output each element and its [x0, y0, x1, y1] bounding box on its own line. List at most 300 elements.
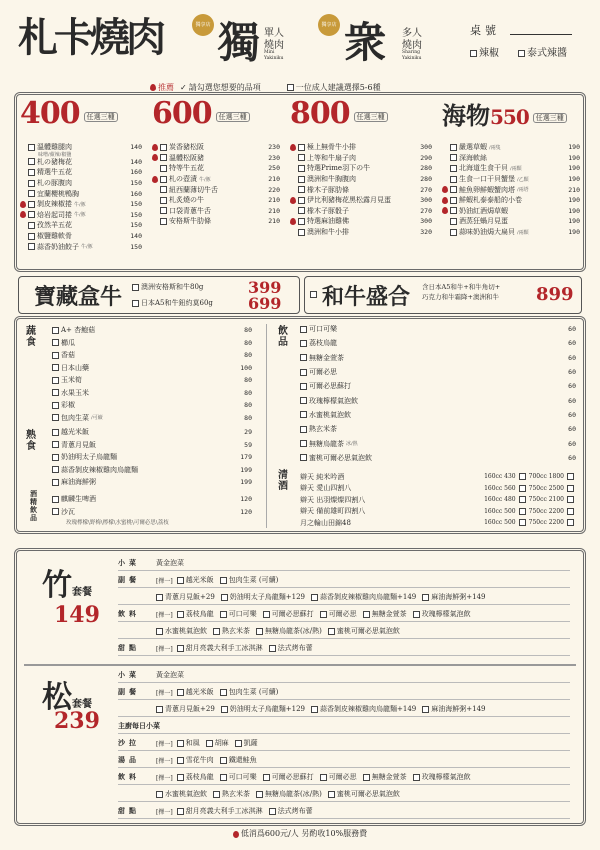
set-option[interactable] [221, 704, 305, 714]
set-option[interactable] [177, 643, 263, 653]
option-checkbox[interactable] [156, 628, 163, 635]
menu-item[interactable] [152, 153, 280, 164]
menu-item[interactable] [442, 206, 580, 217]
option-checkbox[interactable] [256, 791, 263, 798]
set-option[interactable] [221, 592, 305, 602]
option-checkbox[interactable] [220, 611, 227, 618]
option-checkbox[interactable] [177, 645, 184, 652]
option-checkbox[interactable] [213, 791, 220, 798]
menu-item[interactable] [300, 322, 576, 336]
item-name: 橡木子豚肋條 [307, 185, 349, 194]
option-checkbox[interactable] [363, 774, 370, 781]
item-checkbox[interactable] [160, 176, 167, 183]
menu-item[interactable] [52, 349, 252, 362]
set-row [118, 753, 570, 767]
item-checkbox[interactable] [298, 144, 305, 151]
set-option[interactable] [320, 772, 357, 782]
item-checkbox[interactable] [300, 369, 307, 376]
set-option[interactable] [328, 626, 400, 636]
item-price: 220 [268, 185, 280, 194]
option-checkbox[interactable] [328, 791, 335, 798]
item-checkbox[interactable] [298, 176, 305, 183]
item-checkbox[interactable] [160, 186, 167, 193]
set-option[interactable] [413, 772, 471, 782]
set-option[interactable] [263, 609, 314, 619]
set-option[interactable] [320, 609, 357, 619]
treasure-option-2[interactable]: 日本A5和牛鈕約莫60g [132, 298, 213, 308]
menu-item[interactable] [20, 231, 142, 242]
option-checkbox[interactable] [422, 594, 429, 601]
sake-price-160: 160cc 430 [484, 473, 516, 481]
item-checkbox[interactable] [28, 233, 35, 240]
option-checkbox[interactable] [413, 611, 420, 618]
menu-item[interactable] [152, 216, 280, 227]
set-option[interactable] [156, 789, 207, 799]
option-thai-sauce[interactable]: 泰式辣醬 [518, 44, 567, 59]
option-checkbox[interactable] [311, 594, 318, 601]
item-price: 60 [568, 382, 576, 391]
item-checkbox[interactable] [28, 201, 35, 208]
sharing-big-char: 衆 [344, 18, 387, 67]
menu-item[interactable] [442, 195, 580, 206]
menu-item[interactable] [300, 422, 576, 436]
sake-item[interactable] [300, 494, 576, 506]
bamboo-set-price: 149 [54, 602, 100, 628]
set-option[interactable] [177, 806, 263, 816]
option-checkbox[interactable] [413, 774, 420, 781]
menu-item[interactable] [52, 324, 252, 337]
tier-tag: 任選三種 [216, 112, 250, 122]
menu-item[interactable] [152, 206, 280, 217]
item-checkbox[interactable] [450, 229, 457, 236]
option-checkbox[interactable] [311, 706, 318, 713]
item-checkbox[interactable] [300, 411, 307, 418]
treasure-option-1[interactable]: 澳洲安格斯和牛80g [132, 282, 203, 292]
item-name: 麒麟生啤酒 [61, 495, 96, 504]
option-checkbox[interactable] [156, 706, 163, 713]
item-checkbox[interactable] [160, 154, 167, 161]
menu-item[interactable] [442, 163, 580, 174]
item-checkbox[interactable] [28, 211, 35, 218]
set-option[interactable] [220, 755, 257, 765]
choose-one: [擇一] [156, 757, 173, 765]
menu-item[interactable] [442, 216, 580, 227]
item-price: 320 [420, 228, 432, 237]
sake-item[interactable] [300, 483, 576, 495]
table-no-field[interactable] [510, 34, 572, 35]
option-label: 甜月亮義大利手工冰淇淋 [185, 644, 263, 652]
option-checkbox[interactable] [177, 611, 184, 618]
menu-item[interactable] [52, 476, 252, 489]
set-row-line [118, 587, 570, 588]
item-checkbox[interactable] [52, 327, 59, 334]
item-price: 210 [568, 185, 580, 194]
menu-item[interactable] [52, 493, 252, 506]
menu-item[interactable] [442, 227, 580, 238]
option-checkbox[interactable] [206, 740, 213, 747]
set-option[interactable] [311, 704, 416, 714]
set-row [118, 804, 570, 818]
item-checkbox[interactable] [300, 383, 307, 390]
menu-item[interactable] [52, 451, 252, 464]
sake-checkbox-160[interactable] [519, 519, 526, 526]
set-option[interactable] [177, 687, 214, 697]
set-option[interactable] [156, 670, 184, 680]
item-name: 精選牛五花 [37, 168, 72, 177]
item-checkbox[interactable] [298, 207, 305, 214]
menu-item[interactable] [152, 195, 280, 206]
option-checkbox[interactable] [177, 689, 184, 696]
option-checkbox[interactable] [422, 706, 429, 713]
item-name: 無糖金萱茶 [309, 353, 344, 362]
menu-item[interactable] [20, 157, 142, 168]
set-option[interactable] [206, 738, 229, 748]
sake-item[interactable] [300, 506, 576, 518]
item-checkbox[interactable] [298, 229, 305, 236]
item-checkbox[interactable] [52, 466, 59, 473]
menu-item[interactable] [290, 174, 432, 185]
item-checkbox[interactable] [300, 340, 307, 347]
sake-checkbox-750[interactable] [567, 519, 574, 526]
item-note: 牛/豚 [81, 244, 93, 251]
item-checkbox[interactable] [52, 414, 59, 421]
menu-item[interactable] [20, 210, 142, 221]
set-option[interactable] [156, 704, 215, 714]
flame-icon [442, 197, 448, 204]
option-label: 可爾必思蘇打 [271, 773, 314, 781]
set-option[interactable] [256, 789, 322, 799]
option-label: 玫瑰檸檬氣泡飲 [421, 610, 471, 618]
menu-item[interactable] [442, 184, 580, 195]
option-chili[interactable]: 辣椒 [470, 44, 499, 59]
set-option[interactable] [177, 609, 214, 619]
menu-item[interactable] [52, 387, 252, 400]
option-checkbox[interactable] [263, 611, 270, 618]
set-option[interactable] [363, 772, 407, 782]
item-checkbox[interactable] [450, 197, 457, 204]
menu-item[interactable] [442, 174, 580, 185]
tier-header [20, 96, 142, 136]
set-option[interactable] [256, 626, 322, 636]
item-price: 140 [130, 232, 142, 241]
menu-item[interactable] [290, 163, 432, 174]
set-option[interactable] [177, 755, 214, 765]
option-checkbox[interactable] [220, 689, 227, 696]
menu-item[interactable] [300, 408, 576, 422]
menu-item[interactable] [300, 436, 576, 450]
item-checkbox[interactable] [298, 186, 305, 193]
item-sub: 味噌/蘋辣/椒鹽 [38, 151, 72, 158]
option-checkbox[interactable] [177, 740, 184, 747]
sake-checkbox-160[interactable] [519, 496, 526, 503]
option-checkbox[interactable] [269, 808, 276, 815]
menu-item[interactable] [52, 506, 252, 519]
menu-item[interactable] [20, 199, 142, 210]
option-checkbox[interactable] [177, 808, 184, 815]
item-price: 150 [130, 242, 142, 251]
item-price: 190 [568, 143, 580, 152]
item-checkbox[interactable] [28, 180, 35, 187]
set-option[interactable] [177, 738, 200, 748]
menu-item[interactable] [442, 142, 580, 153]
sake-checkbox-750[interactable] [567, 496, 574, 503]
set-row [118, 573, 570, 587]
sake-checkbox-160[interactable] [519, 473, 526, 480]
menu-item[interactable] [152, 142, 280, 153]
item-checkbox[interactable] [28, 222, 35, 229]
item-checkbox[interactable] [52, 508, 59, 515]
flame-icon [290, 197, 296, 204]
tier-price: 800 [290, 96, 350, 131]
set-option[interactable] [220, 609, 257, 619]
menu-item[interactable] [52, 337, 252, 350]
menu-item[interactable] [20, 188, 142, 199]
item-name: 紐西蘭薄切牛舌 [169, 185, 218, 194]
item-checkbox[interactable] [300, 354, 307, 361]
set-option[interactable] [422, 704, 485, 714]
set-option[interactable] [220, 687, 279, 697]
menu-item[interactable] [20, 178, 142, 189]
item-note: /兩塔 [517, 187, 529, 194]
item-checkbox[interactable] [300, 326, 307, 333]
sake-checkbox-750[interactable] [567, 473, 574, 480]
set-option[interactable] [413, 609, 471, 619]
option-checkbox[interactable] [235, 740, 242, 747]
item-checkbox[interactable] [160, 207, 167, 214]
set-option[interactable] [177, 575, 214, 585]
item-checkbox[interactable] [52, 339, 59, 346]
item-name: 椒鹽雞軟骨 [37, 232, 72, 241]
item-price: 80 [244, 388, 252, 397]
item-price: 160 [130, 168, 142, 177]
menu-item[interactable] [300, 365, 576, 379]
item-checkbox[interactable] [450, 207, 457, 214]
footer-note: 低消爲600元/人 另酌收10%服務費 [0, 828, 600, 839]
menu-item[interactable] [52, 439, 252, 452]
item-name: 沙瓦 [61, 507, 75, 516]
item-checkbox[interactable] [298, 197, 305, 204]
logo: 札卡燒肉 [18, 14, 162, 61]
item-checkbox[interactable] [52, 389, 59, 396]
table-no-label: 桌號 [470, 24, 500, 37]
item-checkbox[interactable] [52, 429, 59, 436]
item-checkbox[interactable] [52, 377, 59, 384]
option-checkbox[interactable] [156, 594, 163, 601]
menu-item[interactable] [290, 142, 432, 153]
set-option[interactable] [269, 643, 313, 653]
menu-item[interactable] [152, 184, 280, 195]
menu-item[interactable] [300, 451, 576, 465]
item-checkbox[interactable] [298, 165, 305, 172]
item-checkbox[interactable] [28, 158, 35, 165]
option-label: 蒜香剝皮辣椒雞肉烏龍麵+149 [320, 705, 417, 713]
option-checkbox[interactable] [256, 628, 263, 635]
item-name: 鮮蝦札泰泰船的小卷 [459, 196, 522, 205]
option-checkbox[interactable] [221, 594, 228, 601]
option-label: 水蜜桃氣泡飲 [165, 627, 207, 635]
option-checkbox[interactable] [220, 774, 227, 781]
menu-item[interactable] [300, 336, 576, 350]
item-note: /可續 [91, 415, 103, 422]
item-checkbox[interactable] [450, 218, 457, 225]
option-checkbox[interactable] [363, 611, 370, 618]
flame-icon [150, 84, 156, 91]
item-name: 孜然羊五花 [37, 221, 72, 230]
set-option[interactable] [311, 592, 416, 602]
set-row-line [118, 750, 570, 751]
set-option[interactable] [220, 772, 257, 782]
wagyu-price: 899 [536, 284, 574, 305]
item-checkbox[interactable] [52, 441, 59, 448]
item-checkbox[interactable] [298, 154, 305, 161]
pine-set-price: 239 [54, 708, 100, 734]
menu-item[interactable] [52, 426, 252, 439]
item-checkbox[interactable] [52, 364, 59, 371]
item-checkbox[interactable] [450, 144, 457, 151]
item-checkbox[interactable] [52, 352, 59, 359]
menu-item[interactable] [20, 241, 142, 252]
set-option[interactable] [213, 789, 250, 799]
menu-item[interactable] [52, 374, 252, 387]
item-note: 牛/豚 [74, 201, 86, 208]
item-price: 270 [420, 185, 432, 194]
option-checkbox[interactable] [177, 577, 184, 584]
menu-item[interactable] [52, 399, 252, 412]
set-option[interactable] [156, 592, 215, 602]
set-row-line [118, 655, 570, 656]
item-name: 嚴選草蝦 [459, 143, 487, 152]
menu-item[interactable] [152, 174, 280, 185]
option-checkbox[interactable] [177, 757, 184, 764]
item-checkbox[interactable] [52, 479, 59, 486]
sake-checkbox-160[interactable] [519, 485, 526, 492]
sake-item[interactable] [300, 471, 576, 483]
menu-item[interactable] [52, 412, 252, 425]
option-label: 和風 [185, 739, 200, 747]
menu-item[interactable] [300, 351, 576, 365]
single-label: 單人 [264, 28, 284, 39]
menu-item[interactable] [52, 362, 252, 375]
item-checkbox[interactable] [300, 454, 307, 461]
choose-one: [擇一] [156, 689, 173, 697]
menu-item[interactable] [52, 464, 252, 477]
set-option[interactable] [263, 772, 314, 782]
option-checkbox[interactable] [213, 628, 220, 635]
option-checkbox[interactable] [220, 757, 227, 764]
item-price: 290 [420, 153, 432, 162]
item-checkbox[interactable] [450, 165, 457, 172]
set-option[interactable] [220, 575, 279, 585]
menu-item[interactable] [290, 195, 432, 206]
sake-item[interactable] [300, 517, 576, 529]
option-checkbox[interactable] [177, 774, 184, 781]
item-checkbox[interactable] [160, 218, 167, 225]
item-price: 280 [420, 164, 432, 173]
menu-item[interactable] [152, 163, 280, 174]
set-option[interactable] [156, 626, 207, 636]
set-row [118, 702, 570, 716]
item-checkbox[interactable] [300, 397, 307, 404]
menu-item[interactable] [442, 153, 580, 164]
wagyu-checkbox[interactable] [310, 290, 319, 298]
option-checkbox[interactable] [328, 628, 335, 635]
option-checkbox[interactable] [156, 791, 163, 798]
sake-checkbox-750[interactable] [567, 508, 574, 515]
item-checkbox[interactable] [52, 454, 59, 461]
item-checkbox[interactable] [450, 154, 457, 161]
set-option[interactable] [328, 789, 400, 799]
item-checkbox[interactable] [28, 190, 35, 197]
menu-item[interactable] [290, 216, 432, 227]
item-name: 蒜味奶油焗大扁貝 [459, 228, 515, 237]
item-note: /兩隻 [489, 144, 501, 151]
item-note: 牛/豚 [74, 212, 86, 219]
item-checkbox[interactable] [52, 496, 59, 503]
option-checkbox[interactable] [320, 774, 327, 781]
set-option[interactable] [422, 592, 485, 602]
set-option[interactable] [156, 558, 184, 568]
item-checkbox[interactable] [28, 243, 35, 250]
menu-item[interactable] [290, 184, 432, 195]
item-name: 橡木子豚骰子 [307, 206, 349, 215]
set-option[interactable] [213, 626, 250, 636]
item-checkbox[interactable] [160, 144, 167, 151]
set-option[interactable] [235, 738, 258, 748]
sake-price-750: 750cc 2200 [528, 519, 564, 527]
set-option[interactable] [363, 609, 407, 619]
item-price: 120 [240, 495, 252, 504]
item-checkbox[interactable] [450, 176, 457, 183]
item-price: 190 [568, 164, 580, 173]
item-checkbox[interactable] [160, 197, 167, 204]
item-checkbox[interactable] [300, 426, 307, 433]
item-checkbox[interactable] [160, 165, 167, 172]
single-label2: 燒肉 [264, 40, 284, 51]
option-label: 可爾必思 [328, 773, 357, 781]
item-checkbox[interactable] [52, 402, 59, 409]
item-checkbox[interactable] [28, 169, 35, 176]
item-checkbox[interactable] [300, 440, 307, 447]
sake-price-160: 160cc 500 [484, 507, 516, 515]
choose-one: [擇一] [156, 808, 173, 816]
set-option[interactable] [269, 806, 313, 816]
menu-item[interactable] [300, 379, 576, 393]
option-checkbox[interactable] [320, 611, 327, 618]
set-option[interactable] [177, 772, 214, 782]
option-checkbox[interactable] [221, 706, 228, 713]
option-checkbox[interactable] [269, 645, 276, 652]
menu-item[interactable] [300, 393, 576, 407]
menu-item[interactable] [20, 167, 142, 178]
item-checkbox[interactable] [298, 218, 305, 225]
menu-item[interactable] [290, 153, 432, 164]
option-checkbox[interactable] [263, 774, 270, 781]
item-checkbox[interactable] [28, 144, 35, 151]
item-checkbox[interactable] [450, 186, 457, 193]
menu-item[interactable] [290, 206, 432, 217]
option-checkbox[interactable] [220, 577, 227, 584]
menu-item[interactable] [20, 220, 142, 231]
sake-name: 辯天 愛山四割八 [300, 484, 352, 493]
set-row [118, 556, 570, 570]
sake-checkbox-750[interactable] [567, 485, 574, 492]
sake-checkbox-160[interactable] [519, 508, 526, 515]
option-label: 麻油海鮮粥+149 [431, 705, 486, 713]
flame-icon [442, 186, 448, 193]
item-name: 北海道生食干貝 [459, 164, 508, 173]
set-row-line [118, 604, 570, 605]
menu-item[interactable] [290, 227, 432, 238]
